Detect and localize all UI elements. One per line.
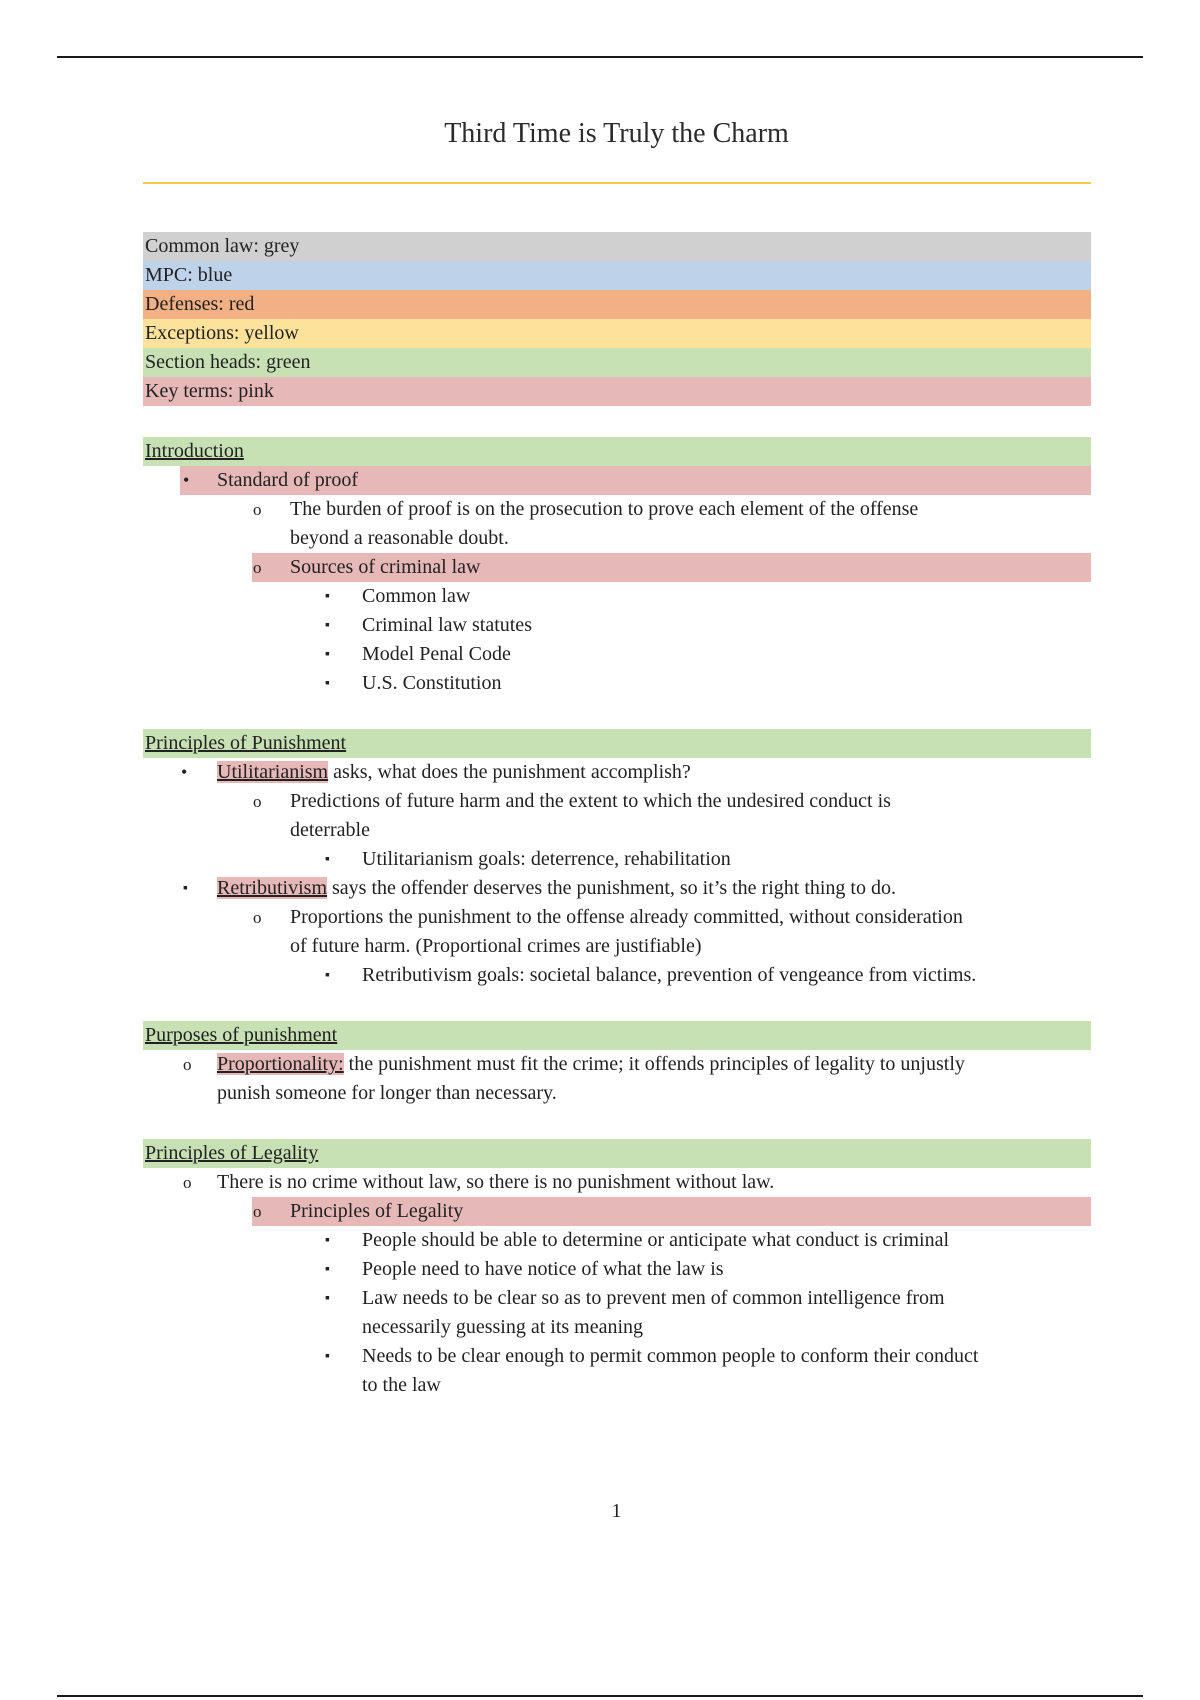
list-item-proportions-continued: of future harm. (Proportional crimes are justifiable) <box>290 935 702 957</box>
list-item-source: ▪ Criminal law statutes <box>143 611 1091 640</box>
list-item-proportionality: o Proportionality: the punishment must fit the crime; it offends principles of legality to unjustly <box>143 1050 1091 1079</box>
list-item-legality-principle: ▪ People need to have notice of what the law is <box>143 1255 1091 1284</box>
list-item-proportions: o Proportions the punishment to the offense already committed, without consideration <box>143 903 1091 932</box>
list-item-source: ▪ U.S. Constitution <box>143 669 1091 698</box>
legend-mpc: MPC: blue <box>143 261 1091 290</box>
disc-bullet: • <box>181 762 188 782</box>
circle-bullet: o <box>253 792 262 811</box>
square-bullet: ▪ <box>325 618 330 633</box>
title-underline <box>143 182 1091 184</box>
section-heading-principles-of-punishment: Principles of Punishment <box>143 729 1091 758</box>
list-item-retributivism: ▪ Retributivism says the offender deserves the punishment, so it’s the right thing to do. <box>143 874 1091 903</box>
circle-bullet: o <box>183 1173 192 1192</box>
list-item-source: ▪ Model Penal Code <box>143 640 1091 669</box>
list-item-legality-principle-continued: to the law <box>362 1374 441 1396</box>
list-item-legality-principle: ▪ Needs to be clear enough to permit common people to conform their conduct <box>143 1342 1091 1371</box>
list-item-predictions: o Predictions of future harm and the extent to which the undesired conduct is <box>143 787 1091 816</box>
square-bullet: ▪ <box>325 589 330 604</box>
list-item-legality-principle: ▪ Law needs to be clear so as to prevent men of common intelligence from <box>143 1284 1091 1313</box>
section-heading-principles-of-legality: Principles of Legality <box>143 1139 1091 1168</box>
list-item-proportionality-continued: punish someone for longer than necessary. <box>217 1082 557 1104</box>
top-rule <box>57 56 1143 58</box>
list-item-legality-principle: ▪ People should be able to determine or anticipate what conduct is criminal <box>143 1226 1091 1255</box>
bottom-rule <box>57 1695 1143 1697</box>
legend-exceptions: Exceptions: yellow <box>143 319 1091 348</box>
square-bullet: ▪ <box>325 1233 330 1248</box>
square-bullet: ▪ <box>325 676 330 691</box>
circle-bullet: o <box>253 1202 262 1221</box>
legend-defenses: Defenses: red <box>143 290 1091 319</box>
list-item-burden-of-proof: o The burden of proof is on the prosecution to prove each element of the offense <box>143 495 1091 524</box>
key-term-proportionality: Proportionality: <box>217 1053 344 1075</box>
square-bullet: ▪ <box>325 1349 330 1364</box>
list-item-sources: o Sources of criminal law <box>143 553 1091 582</box>
circle-bullet: o <box>253 908 262 927</box>
list-item-standard-of-proof: • Standard of proof <box>143 466 1091 495</box>
list-item-utilitarianism-goals: ▪ Utilitarianism goals: deterrence, rehabilitation <box>143 845 1091 874</box>
square-bullet: ▪ <box>325 647 330 662</box>
legend-common-law: Common law: grey <box>143 232 1091 261</box>
square-bullet: ▪ <box>325 1291 330 1306</box>
legend-key-terms: Key terms: pink <box>143 377 1091 406</box>
circle-bullet: o <box>253 558 262 577</box>
key-term-retributivism: Retributivism <box>217 877 327 899</box>
list-item-legality-principle-continued: necessarily guessing at its meaning <box>362 1316 644 1338</box>
section-heading-introduction: Introduction <box>143 437 1091 466</box>
circle-bullet: o <box>253 500 262 519</box>
legend-section-heads: Section heads: green <box>143 348 1091 377</box>
square-bullet: ▪ <box>325 852 330 867</box>
list-item-legality-subheading: o Principles of Legality <box>143 1197 1091 1226</box>
list-item-burden-continued: beyond a reasonable doubt. <box>290 527 509 549</box>
list-item-retributivism-goals: ▪ Retributivism goals: societal balance, prevention of vengeance from victims. <box>143 961 1091 990</box>
list-item-source: ▪ Common law <box>143 582 1091 611</box>
list-item-utilitarianism: • Utilitarianism asks, what does the punishment accomplish? <box>143 758 1091 787</box>
square-bullet: ▪ <box>325 1262 330 1277</box>
disc-bullet: • <box>183 470 190 490</box>
document-title: Third Time is Truly the Charm <box>444 118 789 149</box>
key-term-utilitarianism: Utilitarianism <box>217 761 329 783</box>
list-item-no-crime-without-law: o There is no crime without law, so there is no punishment without law. <box>143 1168 1091 1197</box>
page-number: 1 <box>611 1500 622 1522</box>
section-heading-purposes-of-punishment: Purposes of punishment <box>143 1021 1091 1050</box>
square-bullet: ▪ <box>183 881 188 896</box>
circle-bullet: o <box>183 1055 192 1074</box>
list-item-predictions-continued: deterrable <box>290 819 370 841</box>
square-bullet: ▪ <box>325 968 330 983</box>
